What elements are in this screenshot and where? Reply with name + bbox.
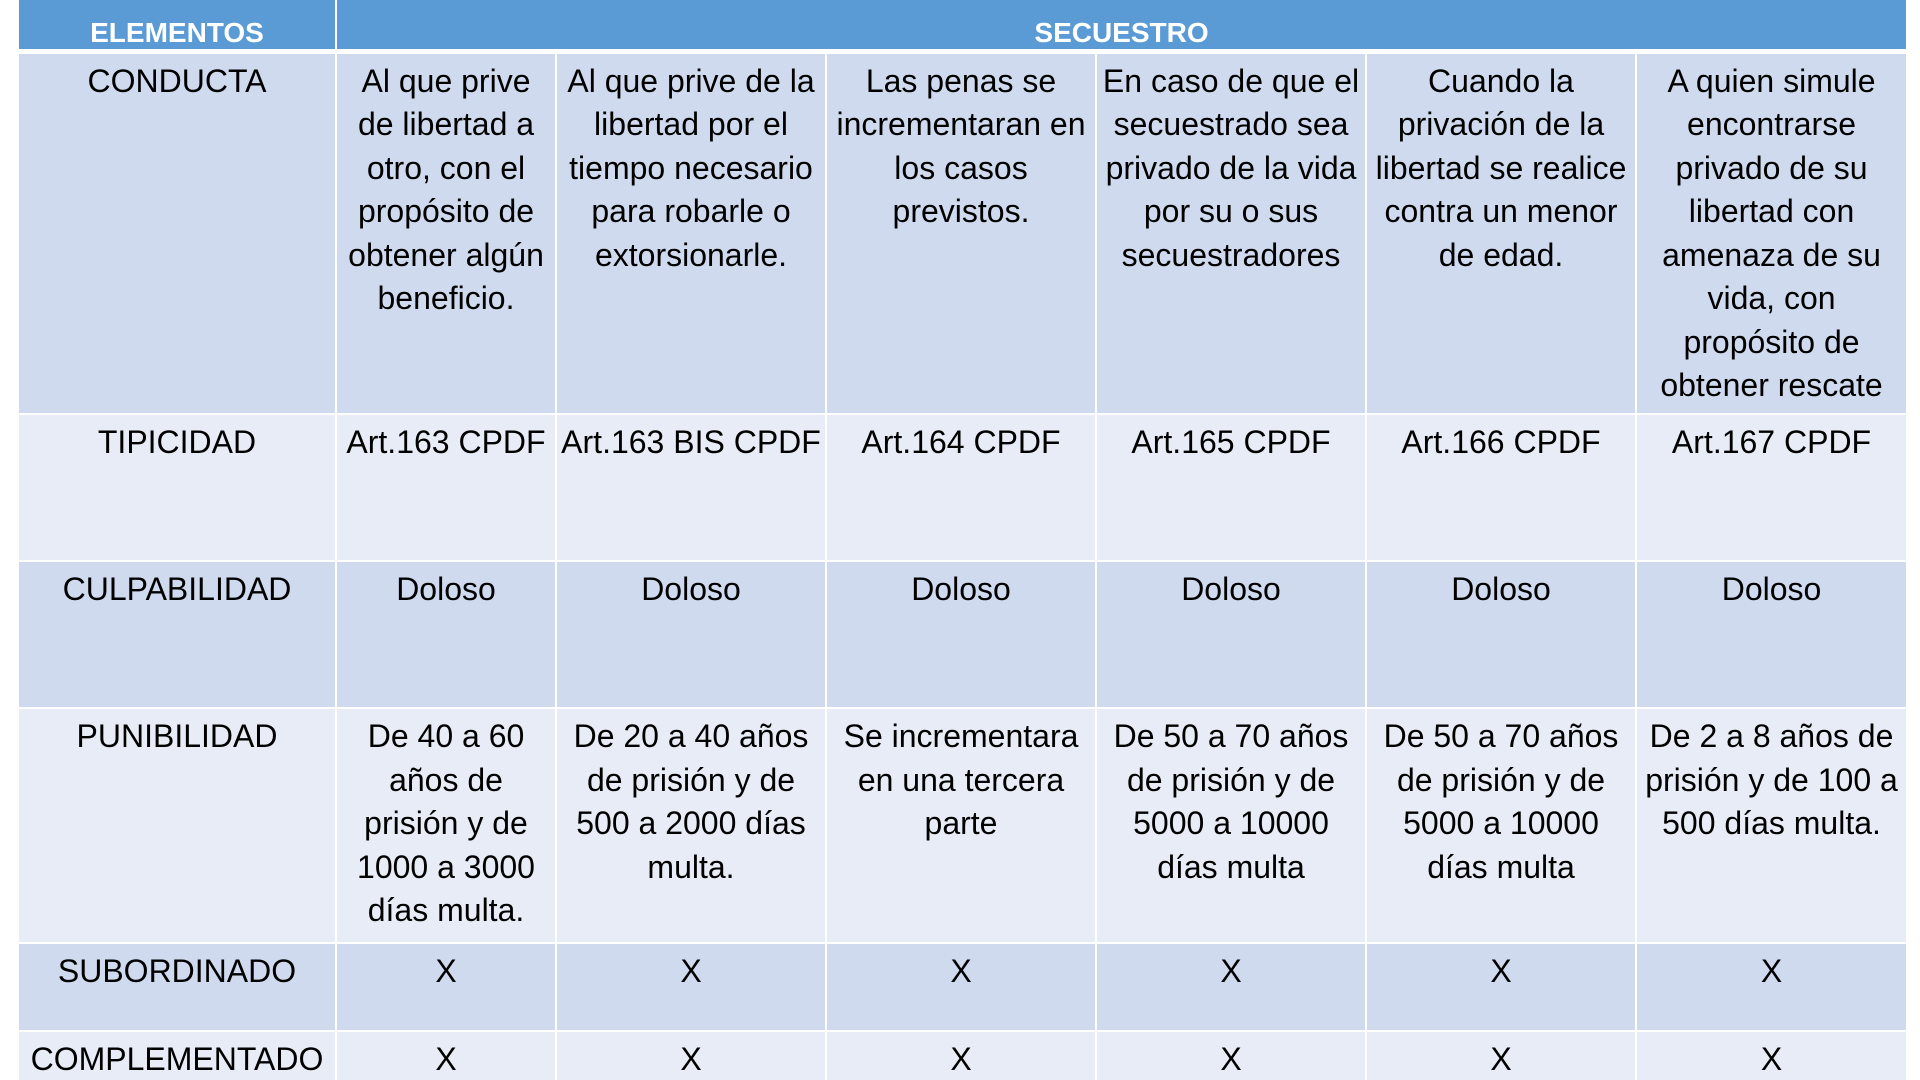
header-elementos: ELEMENTOS — [18, 0, 336, 51]
table-cell: X — [1636, 943, 1907, 1031]
table-cell: X — [556, 943, 826, 1031]
table-cell: Art.167 CPDF — [1636, 414, 1907, 561]
table-cell: X — [1366, 943, 1636, 1031]
row-label: SUBORDINADO — [18, 943, 336, 1031]
row-label: TIPICIDAD — [18, 414, 336, 561]
table-cell: X — [556, 1031, 826, 1080]
secuestro-table — [17, 0, 1908, 1080]
row-culpabilidad — [18, 561, 1907, 708]
table-cell: X — [826, 943, 1096, 1031]
table-cell: Las penas se incrementaran en los casos previstos. — [826, 51, 1096, 414]
header-secuestro: SECUESTRO — [336, 0, 1907, 51]
table-cell: Doloso — [1096, 561, 1366, 708]
table-cell: De 20 a 40 años de prisión y de 500 a 2000 días multa. — [556, 708, 826, 943]
table-cell: De 40 a 60 años de prisión y de 1000 a 3000 días multa. — [336, 708, 556, 943]
table-header-row — [18, 0, 1907, 51]
table-cell: En caso de que el secuestrado sea privado de la vida por su o sus secuestradores — [1096, 51, 1366, 414]
row-subordinado — [18, 943, 1907, 1031]
table-cell: Se incrementara en una tercera parte — [826, 708, 1096, 943]
table-cell: Doloso — [826, 561, 1096, 708]
table-cell: A quien simule encontrarse privado de su libertad con amenaza de su vida, con propósito de obtener rescate — [1636, 51, 1907, 414]
table-cell: Al que prive de libertad a otro, con el propósito de obtener algún beneficio. — [336, 51, 556, 414]
table-cell: De 2 a 8 años de prisión y de 100 a 500 días multa. — [1636, 708, 1907, 943]
table-cell: Art.166 CPDF — [1366, 414, 1636, 561]
table-cell: X — [336, 943, 556, 1031]
table-cell: X — [826, 1031, 1096, 1080]
table-cell: X — [1636, 1031, 1907, 1080]
row-label: COMPLEMENTADO — [18, 1031, 336, 1080]
table-cell: Doloso — [1636, 561, 1907, 708]
row-complementado — [18, 1031, 1907, 1080]
table-cell: De 50 a 70 años de prisión y de 5000 a 10000 días multa — [1366, 708, 1636, 943]
table-cell: Cuando la privación de la libertad se realice contra un menor de edad. — [1366, 51, 1636, 414]
table-cell: X — [1366, 1031, 1636, 1080]
table-cell: De 50 a 70 años de prisión y de 5000 a 10000 días multa — [1096, 708, 1366, 943]
table-cell: Doloso — [1366, 561, 1636, 708]
table-cell: X — [336, 1031, 556, 1080]
table-cell: Al que prive de la libertad por el tiempo necesario para robarle o extorsionarle. — [556, 51, 826, 414]
table-cell: Art.163 CPDF — [336, 414, 556, 561]
table-cell: Art.165 CPDF — [1096, 414, 1366, 561]
table-cell: Doloso — [336, 561, 556, 708]
row-label: PUNIBILIDAD — [18, 708, 336, 943]
table-cell: Art.164 CPDF — [826, 414, 1096, 561]
row-tipicidad — [18, 414, 1907, 561]
table-cell: X — [1096, 943, 1366, 1031]
row-label: CULPABILIDAD — [18, 561, 336, 708]
table-cell: Art.163 BIS CPDF — [556, 414, 826, 561]
row-label: CONDUCTA — [18, 51, 336, 414]
table-cell: X — [1096, 1031, 1366, 1080]
row-punibilidad — [18, 708, 1907, 943]
table-cell: Doloso — [556, 561, 826, 708]
row-conducta — [18, 51, 1907, 414]
